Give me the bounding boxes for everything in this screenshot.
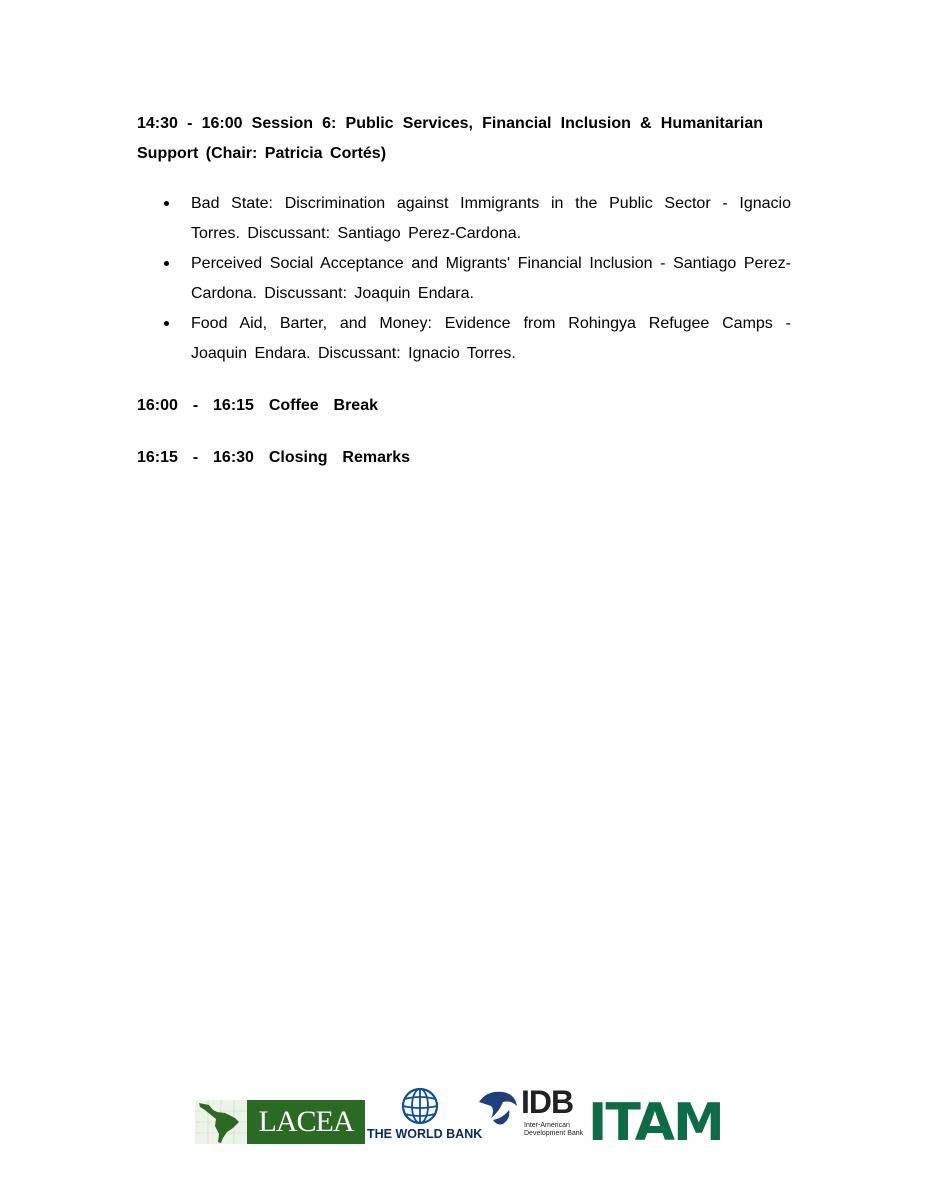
idb-subtitle bbox=[524, 1122, 583, 1138]
bullet-icon bbox=[164, 321, 169, 326]
globe-icon bbox=[400, 1086, 440, 1126]
talk-item bbox=[137, 189, 791, 249]
bullet-icon bbox=[164, 261, 169, 266]
sponsor-logos bbox=[195, 1084, 735, 1153]
bullet-icon bbox=[164, 201, 169, 206]
latin-america-map-icon bbox=[195, 1100, 247, 1144]
idb-subtitle-line: Development Bank bbox=[524, 1130, 584, 1137]
idb-wordmark: IDB bbox=[521, 1084, 574, 1120]
session-6-talk-list bbox=[137, 189, 791, 369]
world-bank-logo bbox=[367, 1086, 483, 1146]
talk-text: Bad State: Discrimination against Immigrants in the Public Sector - Ignacio Torres. Discussant: Santiago Perez-Cardona. bbox=[191, 195, 791, 242]
closing-remarks-slot: 16:15 - 16:30 Closing Remarks bbox=[137, 449, 410, 466]
idb-subtitle-line: Inter-American bbox=[524, 1122, 570, 1129]
talk-item bbox=[137, 249, 791, 309]
talk-text: Perceived Social Acceptance and Migrants' Financial Inclusion - Santiago Perez-Cardona. Discussant: Joaquin Endara. bbox=[191, 255, 791, 302]
coffee-break-slot: 16:00 - 16:15 Coffee Break bbox=[137, 397, 378, 414]
world-bank-wordmark: THE WORLD BANK bbox=[367, 1127, 483, 1141]
lacea-wordmark: LACEA bbox=[258, 1105, 354, 1138]
session-6-heading: 14:30 - 16:00 Session 6: Public Services, Financial Inclusion & Humanitarian Support (Chair: Patricia Cortés) bbox=[137, 115, 763, 162]
talk-item bbox=[137, 309, 791, 369]
idb-logo bbox=[477, 1086, 585, 1140]
itam-logo: ITAM bbox=[588, 1093, 723, 1153]
idb-emblem-icon bbox=[477, 1088, 519, 1126]
talk-text: Food Aid, Barter, and Money: Evidence from Rohingya Refugee Camps - Joaquin Endara. Discussant: Ignacio Torres. bbox=[191, 315, 791, 362]
lacea-logo bbox=[195, 1100, 365, 1144]
